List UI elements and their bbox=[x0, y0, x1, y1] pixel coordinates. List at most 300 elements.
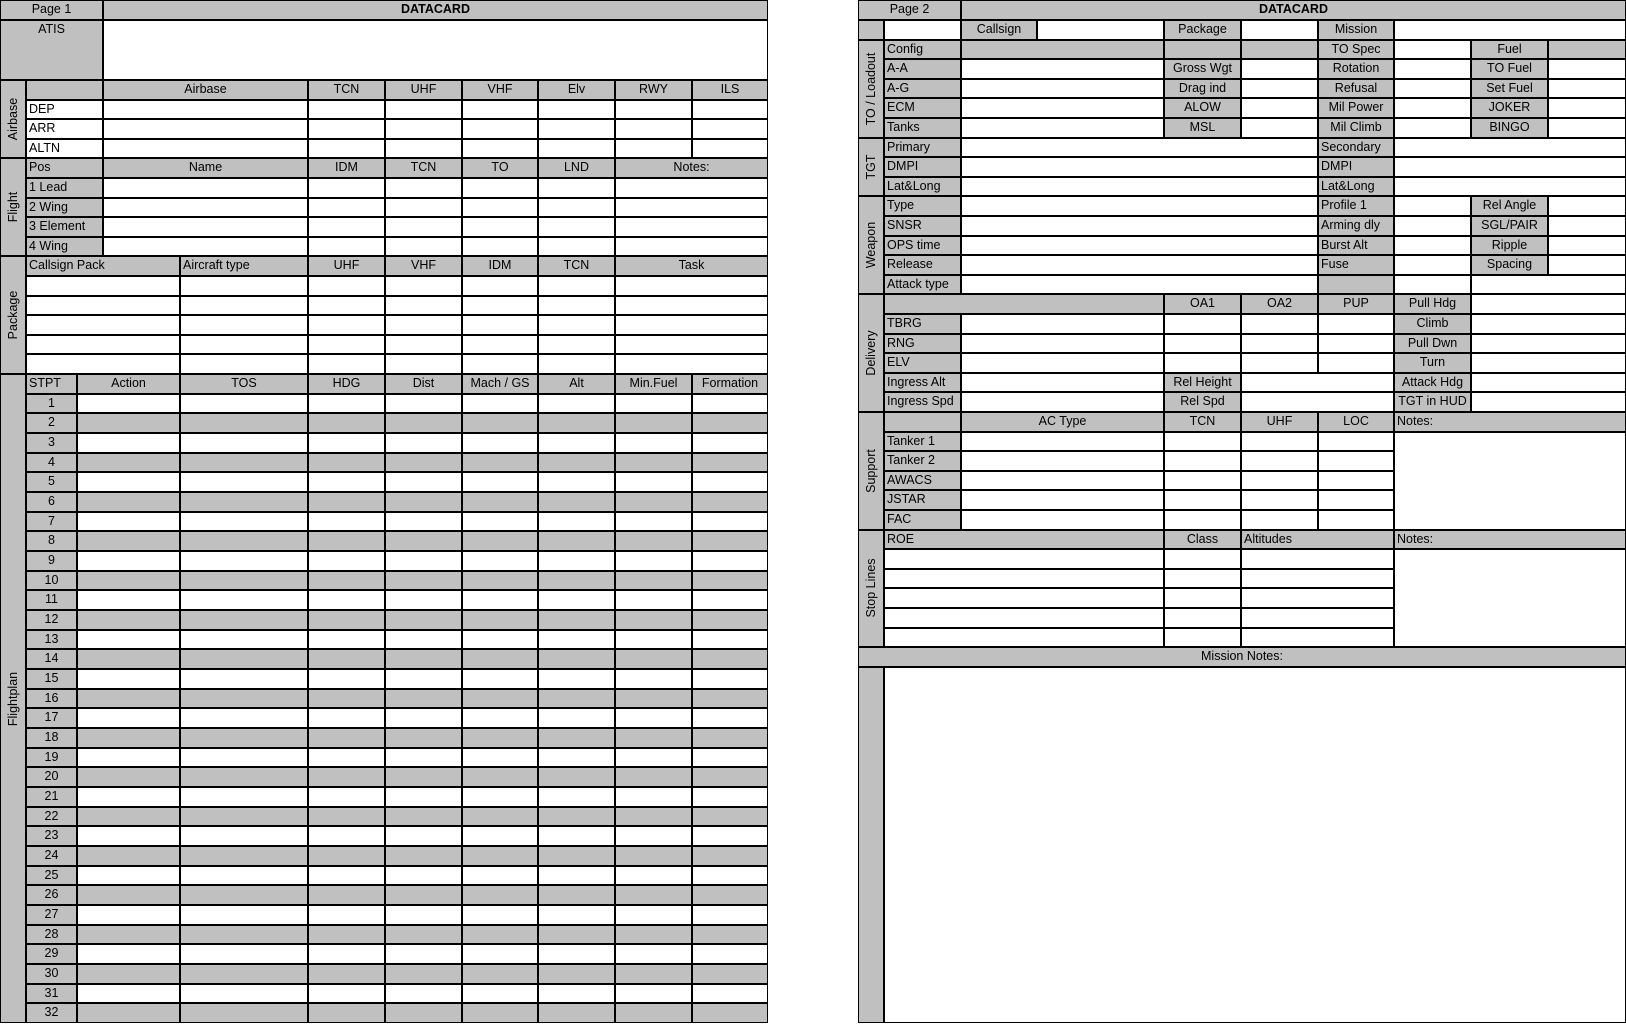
delivery-input[interactable] bbox=[1471, 392, 1626, 412]
tgt-input[interactable] bbox=[1394, 157, 1626, 177]
flightplan-input[interactable] bbox=[385, 964, 462, 984]
flightplan-input[interactable] bbox=[385, 492, 462, 512]
flight-input[interactable] bbox=[308, 198, 385, 218]
flightplan-input[interactable] bbox=[615, 413, 692, 433]
flightplan-input[interactable] bbox=[462, 846, 538, 866]
flightplan-input[interactable] bbox=[462, 453, 538, 473]
package-input[interactable] bbox=[308, 315, 385, 335]
weapon-input[interactable] bbox=[961, 255, 1318, 275]
support-input[interactable] bbox=[961, 510, 1164, 530]
package-input[interactable] bbox=[385, 354, 462, 374]
flightplan-input[interactable] bbox=[385, 826, 462, 846]
flightplan-input[interactable] bbox=[615, 571, 692, 591]
flightplan-input[interactable] bbox=[538, 748, 615, 768]
flightplan-input[interactable] bbox=[538, 590, 615, 610]
flightplan-input[interactable] bbox=[385, 984, 462, 1004]
flightplan-input[interactable] bbox=[615, 551, 692, 571]
package-input[interactable] bbox=[180, 315, 308, 335]
airbase-input[interactable] bbox=[103, 119, 308, 139]
flightplan-input[interactable] bbox=[385, 905, 462, 925]
flightplan-input[interactable] bbox=[462, 433, 538, 453]
flightplan-input[interactable] bbox=[538, 728, 615, 748]
flight-input[interactable] bbox=[103, 237, 308, 257]
flight-input[interactable] bbox=[103, 217, 308, 237]
tgt-input[interactable] bbox=[961, 138, 1318, 158]
delivery-input[interactable] bbox=[1471, 353, 1626, 373]
stoplines-notes-field[interactable] bbox=[1394, 549, 1626, 647]
package-input[interactable] bbox=[26, 354, 180, 374]
flightplan-input[interactable] bbox=[462, 492, 538, 512]
flightplan-input[interactable] bbox=[77, 571, 180, 591]
loadout-input[interactable] bbox=[1241, 79, 1318, 99]
support-input[interactable] bbox=[1241, 490, 1318, 510]
flight-input[interactable] bbox=[538, 217, 615, 237]
airbase-input[interactable] bbox=[103, 100, 308, 120]
flightplan-input[interactable] bbox=[615, 630, 692, 650]
flightplan-input[interactable] bbox=[385, 453, 462, 473]
flightplan-input[interactable] bbox=[615, 925, 692, 945]
flightplan-input[interactable] bbox=[180, 689, 308, 709]
package-input[interactable] bbox=[462, 296, 538, 316]
package-input[interactable] bbox=[538, 296, 615, 316]
flightplan-input[interactable] bbox=[615, 512, 692, 532]
airbase-input[interactable] bbox=[615, 100, 692, 120]
flightplan-input[interactable] bbox=[180, 708, 308, 728]
flightplan-input[interactable] bbox=[385, 472, 462, 492]
flightplan-input[interactable] bbox=[308, 453, 385, 473]
flightplan-input[interactable] bbox=[180, 551, 308, 571]
flightplan-input[interactable] bbox=[180, 964, 308, 984]
flightplan-input[interactable] bbox=[462, 394, 538, 414]
package-input[interactable] bbox=[308, 296, 385, 316]
airbase-input[interactable] bbox=[385, 100, 462, 120]
flightplan-input[interactable] bbox=[538, 866, 615, 886]
flightplan-input[interactable] bbox=[308, 669, 385, 689]
flightplan-input[interactable] bbox=[308, 531, 385, 551]
flightplan-input[interactable] bbox=[77, 846, 180, 866]
flightplan-input[interactable] bbox=[538, 531, 615, 551]
flightplan-input[interactable] bbox=[308, 748, 385, 768]
flightplan-input[interactable] bbox=[462, 984, 538, 1004]
loadout-input[interactable] bbox=[1241, 59, 1318, 79]
package-input[interactable] bbox=[538, 315, 615, 335]
stoplines-input[interactable] bbox=[1241, 628, 1394, 648]
flightplan-input[interactable] bbox=[462, 590, 538, 610]
airbase-input[interactable] bbox=[538, 100, 615, 120]
flightplan-input[interactable] bbox=[462, 1003, 538, 1023]
package-input[interactable] bbox=[615, 315, 768, 335]
flightplan-input[interactable] bbox=[538, 807, 615, 827]
package-input[interactable] bbox=[26, 315, 180, 335]
airbase-input[interactable] bbox=[538, 119, 615, 139]
flightplan-input[interactable] bbox=[692, 767, 768, 787]
flightplan-input[interactable] bbox=[385, 846, 462, 866]
flight-input[interactable] bbox=[103, 198, 308, 218]
flightplan-input[interactable] bbox=[462, 866, 538, 886]
flightplan-input[interactable] bbox=[538, 787, 615, 807]
flightplan-input[interactable] bbox=[180, 925, 308, 945]
flightplan-input[interactable] bbox=[180, 748, 308, 768]
stoplines-input[interactable] bbox=[884, 588, 1164, 608]
flightplan-input[interactable] bbox=[385, 689, 462, 709]
package-input[interactable] bbox=[615, 296, 768, 316]
flightplan-input[interactable] bbox=[462, 826, 538, 846]
airbase-input[interactable] bbox=[308, 119, 385, 139]
flightplan-input[interactable] bbox=[77, 610, 180, 630]
flightplan-input[interactable] bbox=[462, 885, 538, 905]
flightplan-input[interactable] bbox=[385, 669, 462, 689]
flightplan-input[interactable] bbox=[385, 649, 462, 669]
flightplan-input[interactable] bbox=[308, 925, 385, 945]
flightplan-input[interactable] bbox=[462, 512, 538, 532]
flight-input[interactable] bbox=[615, 237, 768, 257]
flightplan-input[interactable] bbox=[462, 767, 538, 787]
flightplan-input[interactable] bbox=[615, 885, 692, 905]
weapon-input[interactable] bbox=[961, 275, 1318, 295]
flightplan-input[interactable] bbox=[538, 708, 615, 728]
flightplan-input[interactable] bbox=[692, 610, 768, 630]
package-input[interactable] bbox=[308, 335, 385, 355]
delivery-input[interactable] bbox=[1241, 314, 1318, 334]
loadout-input[interactable] bbox=[1241, 98, 1318, 118]
flightplan-input[interactable] bbox=[692, 453, 768, 473]
flightplan-input[interactable] bbox=[538, 610, 615, 630]
flightplan-input[interactable] bbox=[462, 905, 538, 925]
stoplines-input[interactable] bbox=[1164, 608, 1241, 628]
support-input[interactable] bbox=[1164, 510, 1241, 530]
package-input[interactable] bbox=[26, 276, 180, 296]
flightplan-input[interactable] bbox=[692, 905, 768, 925]
flightplan-input[interactable] bbox=[308, 767, 385, 787]
weapon-input[interactable] bbox=[1394, 255, 1471, 275]
support-input[interactable] bbox=[1241, 432, 1318, 452]
support-input[interactable] bbox=[961, 432, 1164, 452]
flightplan-input[interactable] bbox=[385, 394, 462, 414]
airbase-input[interactable] bbox=[385, 119, 462, 139]
support-input[interactable] bbox=[1164, 432, 1241, 452]
flightplan-input[interactable] bbox=[692, 512, 768, 532]
flightplan-input[interactable] bbox=[385, 571, 462, 591]
flightplan-input[interactable] bbox=[308, 630, 385, 650]
atis-field[interactable] bbox=[103, 20, 768, 80]
package-input[interactable] bbox=[615, 276, 768, 296]
flightplan-input[interactable] bbox=[462, 610, 538, 630]
flight-input[interactable] bbox=[462, 178, 538, 198]
loadout-input[interactable] bbox=[961, 59, 1164, 79]
flight-input[interactable] bbox=[308, 217, 385, 237]
package-input[interactable] bbox=[308, 276, 385, 296]
weapon-input[interactable] bbox=[1548, 196, 1626, 216]
flightplan-input[interactable] bbox=[462, 728, 538, 748]
delivery-input[interactable] bbox=[1318, 314, 1394, 334]
flightplan-input[interactable] bbox=[538, 630, 615, 650]
package-input[interactable] bbox=[615, 354, 768, 374]
flightplan-input[interactable] bbox=[77, 551, 180, 571]
flight-input[interactable] bbox=[615, 178, 768, 198]
flightplan-input[interactable] bbox=[692, 649, 768, 669]
flightplan-input[interactable] bbox=[308, 866, 385, 886]
flightplan-input[interactable] bbox=[77, 728, 180, 748]
flightplan-input[interactable] bbox=[615, 649, 692, 669]
flightplan-input[interactable] bbox=[308, 728, 385, 748]
flightplan-input[interactable] bbox=[180, 512, 308, 532]
flightplan-input[interactable] bbox=[385, 512, 462, 532]
flightplan-input[interactable] bbox=[180, 866, 308, 886]
flightplan-input[interactable] bbox=[462, 944, 538, 964]
flightplan-input[interactable] bbox=[180, 531, 308, 551]
flightplan-input[interactable] bbox=[385, 767, 462, 787]
flightplan-input[interactable] bbox=[308, 1003, 385, 1023]
flightplan-input[interactable] bbox=[385, 885, 462, 905]
flightplan-input[interactable] bbox=[385, 1003, 462, 1023]
package-input[interactable] bbox=[180, 335, 308, 355]
package-input[interactable] bbox=[385, 296, 462, 316]
stoplines-input[interactable] bbox=[1241, 608, 1394, 628]
flightplan-input[interactable] bbox=[180, 984, 308, 1004]
flightplan-input[interactable] bbox=[180, 433, 308, 453]
flightplan-input[interactable] bbox=[180, 1003, 308, 1023]
stoplines-input[interactable] bbox=[884, 569, 1164, 589]
delivery-input[interactable] bbox=[1471, 373, 1626, 393]
package-input[interactable] bbox=[180, 296, 308, 316]
flightplan-input[interactable] bbox=[692, 885, 768, 905]
package-input[interactable] bbox=[385, 276, 462, 296]
airbase-input[interactable] bbox=[308, 139, 385, 159]
flightplan-input[interactable] bbox=[77, 492, 180, 512]
weapon-input[interactable] bbox=[1394, 275, 1471, 295]
flightplan-input[interactable] bbox=[77, 689, 180, 709]
flightplan-input[interactable] bbox=[538, 689, 615, 709]
flight-input[interactable] bbox=[538, 237, 615, 257]
support-input[interactable] bbox=[1318, 510, 1394, 530]
package-input[interactable] bbox=[462, 335, 538, 355]
flightplan-input[interactable] bbox=[538, 925, 615, 945]
flightplan-input[interactable] bbox=[385, 630, 462, 650]
flightplan-input[interactable] bbox=[180, 826, 308, 846]
flightplan-input[interactable] bbox=[77, 669, 180, 689]
flight-input[interactable] bbox=[462, 198, 538, 218]
loadout-input[interactable] bbox=[1394, 118, 1471, 138]
flightplan-input[interactable] bbox=[77, 630, 180, 650]
delivery-input[interactable] bbox=[1318, 334, 1394, 354]
flightplan-input[interactable] bbox=[180, 767, 308, 787]
flightplan-input[interactable] bbox=[77, 748, 180, 768]
flightplan-input[interactable] bbox=[77, 787, 180, 807]
flightplan-input[interactable] bbox=[538, 433, 615, 453]
flightplan-input[interactable] bbox=[462, 807, 538, 827]
flightplan-input[interactable] bbox=[692, 669, 768, 689]
flightplan-input[interactable] bbox=[615, 708, 692, 728]
flightplan-input[interactable] bbox=[615, 590, 692, 610]
flightplan-input[interactable] bbox=[462, 669, 538, 689]
flightplan-input[interactable] bbox=[308, 571, 385, 591]
flightplan-input[interactable] bbox=[385, 807, 462, 827]
flightplan-input[interactable] bbox=[462, 787, 538, 807]
delivery-input[interactable] bbox=[1241, 373, 1394, 393]
flightplan-input[interactable] bbox=[615, 453, 692, 473]
flight-input[interactable] bbox=[385, 237, 462, 257]
package-field[interactable] bbox=[1241, 20, 1318, 40]
flightplan-input[interactable] bbox=[77, 590, 180, 610]
airbase-input[interactable] bbox=[692, 119, 768, 139]
support-input[interactable] bbox=[1241, 451, 1318, 471]
flightplan-input[interactable] bbox=[180, 649, 308, 669]
weapon-input[interactable] bbox=[1394, 236, 1471, 256]
flightplan-input[interactable] bbox=[692, 590, 768, 610]
flightplan-input[interactable] bbox=[77, 905, 180, 925]
flightplan-input[interactable] bbox=[615, 748, 692, 768]
package-input[interactable] bbox=[180, 276, 308, 296]
flightplan-input[interactable] bbox=[615, 866, 692, 886]
support-input[interactable] bbox=[1164, 471, 1241, 491]
flight-input[interactable] bbox=[308, 237, 385, 257]
loadout-input[interactable] bbox=[1394, 98, 1471, 118]
flightplan-input[interactable] bbox=[462, 925, 538, 945]
delivery-input[interactable] bbox=[961, 373, 1164, 393]
delivery-input[interactable] bbox=[961, 392, 1164, 412]
flightplan-input[interactable] bbox=[308, 590, 385, 610]
flightplan-input[interactable] bbox=[462, 630, 538, 650]
flightplan-input[interactable] bbox=[180, 394, 308, 414]
flight-input[interactable] bbox=[385, 217, 462, 237]
delivery-input[interactable] bbox=[1318, 353, 1394, 373]
flightplan-input[interactable] bbox=[180, 492, 308, 512]
support-input[interactable] bbox=[1318, 471, 1394, 491]
flightplan-input[interactable] bbox=[538, 944, 615, 964]
flightplan-input[interactable] bbox=[308, 807, 385, 827]
flightplan-input[interactable] bbox=[692, 944, 768, 964]
support-input[interactable] bbox=[961, 490, 1164, 510]
flightplan-input[interactable] bbox=[308, 472, 385, 492]
flightplan-input[interactable] bbox=[308, 846, 385, 866]
flightplan-input[interactable] bbox=[538, 885, 615, 905]
flightplan-input[interactable] bbox=[615, 472, 692, 492]
flightplan-input[interactable] bbox=[462, 708, 538, 728]
flightplan-input[interactable] bbox=[180, 846, 308, 866]
package-input[interactable] bbox=[462, 276, 538, 296]
flightplan-input[interactable] bbox=[385, 748, 462, 768]
flightplan-input[interactable] bbox=[538, 472, 615, 492]
flightplan-input[interactable] bbox=[615, 984, 692, 1004]
flightplan-input[interactable] bbox=[385, 866, 462, 886]
flightplan-input[interactable] bbox=[77, 649, 180, 669]
flightplan-input[interactable] bbox=[615, 728, 692, 748]
flightplan-input[interactable] bbox=[462, 413, 538, 433]
package-input[interactable] bbox=[180, 354, 308, 374]
flight-input[interactable] bbox=[308, 178, 385, 198]
support-notes-field[interactable] bbox=[1394, 432, 1626, 530]
loadout-input[interactable] bbox=[1241, 40, 1318, 60]
flightplan-input[interactable] bbox=[77, 826, 180, 846]
package-input[interactable] bbox=[538, 354, 615, 374]
delivery-input[interactable] bbox=[1471, 314, 1626, 334]
flightplan-input[interactable] bbox=[462, 472, 538, 492]
flightplan-input[interactable] bbox=[385, 925, 462, 945]
flightplan-input[interactable] bbox=[180, 905, 308, 925]
flightplan-input[interactable] bbox=[308, 492, 385, 512]
stoplines-input[interactable] bbox=[1164, 549, 1241, 569]
flightplan-input[interactable] bbox=[77, 964, 180, 984]
flightplan-input[interactable] bbox=[462, 531, 538, 551]
delivery-input[interactable] bbox=[961, 314, 1164, 334]
support-input[interactable] bbox=[1164, 490, 1241, 510]
weapon-input[interactable] bbox=[961, 196, 1318, 216]
flightplan-input[interactable] bbox=[77, 413, 180, 433]
support-input[interactable] bbox=[961, 451, 1164, 471]
weapon-input[interactable] bbox=[1548, 216, 1626, 236]
delivery-input[interactable] bbox=[1241, 334, 1318, 354]
flightplan-input[interactable] bbox=[538, 767, 615, 787]
flightplan-input[interactable] bbox=[77, 472, 180, 492]
flightplan-input[interactable] bbox=[692, 846, 768, 866]
flightplan-input[interactable] bbox=[692, 492, 768, 512]
mission-field[interactable] bbox=[1394, 20, 1626, 40]
flightplan-input[interactable] bbox=[615, 531, 692, 551]
loadout-input[interactable] bbox=[1548, 59, 1626, 79]
flightplan-input[interactable] bbox=[180, 669, 308, 689]
flightplan-input[interactable] bbox=[692, 787, 768, 807]
weapon-input[interactable] bbox=[1548, 236, 1626, 256]
weapon-input[interactable] bbox=[1394, 216, 1471, 236]
delivery-input[interactable] bbox=[961, 353, 1164, 373]
airbase-input[interactable] bbox=[103, 139, 308, 159]
loadout-input[interactable] bbox=[1241, 118, 1318, 138]
flightplan-input[interactable] bbox=[692, 826, 768, 846]
flightplan-input[interactable] bbox=[308, 708, 385, 728]
flightplan-input[interactable] bbox=[308, 433, 385, 453]
weapon-input[interactable] bbox=[961, 216, 1318, 236]
flightplan-input[interactable] bbox=[385, 787, 462, 807]
delivery-input[interactable] bbox=[1164, 334, 1241, 354]
flightplan-input[interactable] bbox=[692, 807, 768, 827]
tgt-input[interactable] bbox=[1394, 138, 1626, 158]
flightplan-input[interactable] bbox=[692, 689, 768, 709]
mission-notes-field[interactable] bbox=[884, 667, 1626, 1023]
flightplan-input[interactable] bbox=[308, 551, 385, 571]
flightplan-input[interactable] bbox=[462, 551, 538, 571]
flight-input[interactable] bbox=[615, 217, 768, 237]
flightplan-input[interactable] bbox=[615, 433, 692, 453]
flightplan-input[interactable] bbox=[692, 708, 768, 728]
support-input[interactable] bbox=[1164, 451, 1241, 471]
flightplan-input[interactable] bbox=[180, 413, 308, 433]
flightplan-input[interactable] bbox=[308, 964, 385, 984]
delivery-input[interactable] bbox=[1164, 314, 1241, 334]
flight-input[interactable] bbox=[615, 198, 768, 218]
flightplan-input[interactable] bbox=[462, 689, 538, 709]
airbase-input[interactable] bbox=[462, 139, 538, 159]
flightplan-input[interactable] bbox=[180, 787, 308, 807]
flightplan-input[interactable] bbox=[538, 551, 615, 571]
support-input[interactable] bbox=[1318, 451, 1394, 471]
flightplan-input[interactable] bbox=[615, 944, 692, 964]
weapon-input[interactable] bbox=[1394, 196, 1471, 216]
flightplan-input[interactable] bbox=[692, 964, 768, 984]
package-input[interactable] bbox=[26, 296, 180, 316]
flightplan-input[interactable] bbox=[385, 551, 462, 571]
flightplan-input[interactable] bbox=[615, 846, 692, 866]
flightplan-input[interactable] bbox=[615, 1003, 692, 1023]
flightplan-input[interactable] bbox=[538, 413, 615, 433]
flight-input[interactable] bbox=[103, 178, 308, 198]
flightplan-input[interactable] bbox=[77, 394, 180, 414]
support-input[interactable] bbox=[1318, 490, 1394, 510]
flightplan-input[interactable] bbox=[308, 905, 385, 925]
flightplan-input[interactable] bbox=[615, 492, 692, 512]
flightplan-input[interactable] bbox=[77, 708, 180, 728]
flightplan-input[interactable] bbox=[615, 787, 692, 807]
flightplan-input[interactable] bbox=[538, 964, 615, 984]
